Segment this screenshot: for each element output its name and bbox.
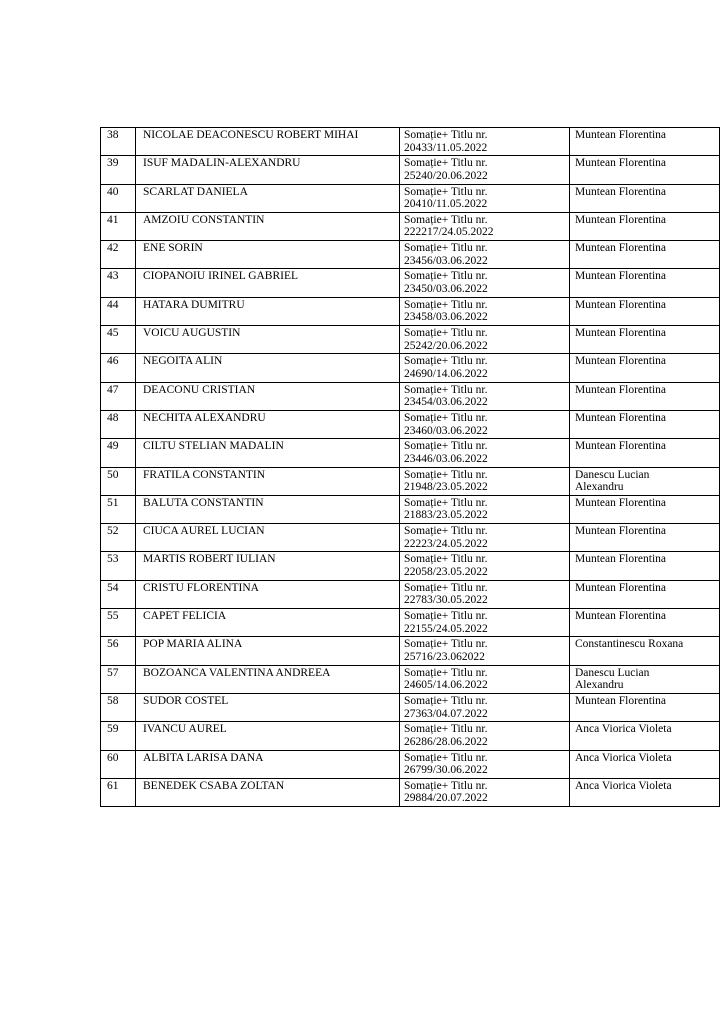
debtor-name-cell xyxy=(136,693,400,721)
document-type: Somație+ Titlu nr. xyxy=(404,270,488,283)
document-number-date: 22058/23.05.2022 xyxy=(404,566,488,579)
document-number-date: 21883/23.05.2022 xyxy=(404,509,488,522)
debtor-name-cell xyxy=(136,778,400,806)
document-cell xyxy=(400,297,570,325)
row-number: 59 xyxy=(107,723,119,736)
executor-cell xyxy=(570,184,720,212)
document-number-date: 23446/03.06.2022 xyxy=(404,452,488,465)
executor-cell xyxy=(570,637,720,665)
row-number: 41 xyxy=(107,213,119,226)
debtor-name: MARTIS ROBERT IULIAN xyxy=(143,553,276,566)
document-number-date: 27363/04.07.2022 xyxy=(404,707,488,720)
row-number-cell xyxy=(101,326,136,354)
debtor-name-cell xyxy=(136,467,400,495)
document-cell xyxy=(400,212,570,240)
table-row xyxy=(101,156,720,184)
document-cell xyxy=(400,184,570,212)
executor-name: Muntean Florentina xyxy=(575,298,667,311)
debtor-name: BALUTA CONSTANTIN xyxy=(143,496,264,509)
document-type: Somație+ Titlu nr. xyxy=(404,723,488,736)
debtor-name: AMZOIU CONSTANTIN xyxy=(143,213,265,226)
row-number-cell xyxy=(101,524,136,552)
debtor-name-cell xyxy=(136,241,400,269)
table-row xyxy=(101,722,720,750)
table-row xyxy=(101,778,720,806)
document-cell xyxy=(400,241,570,269)
table-row xyxy=(101,410,720,438)
executor-name: Muntean Florentina xyxy=(575,270,667,283)
table-row xyxy=(101,693,720,721)
debtor-name-cell xyxy=(136,524,400,552)
debtor-name-cell xyxy=(136,382,400,410)
debtor-name: ALBITA LARISA DANA xyxy=(143,751,264,764)
document-cell xyxy=(400,722,570,750)
debtor-name: BENEDEK CSABA ZOLTAN xyxy=(143,779,285,792)
executor-name-continued: Alexandru xyxy=(575,679,624,692)
executor-cell xyxy=(570,156,720,184)
row-number-cell xyxy=(101,241,136,269)
document-type: Somație+ Titlu nr. xyxy=(404,157,488,170)
document-type: Somație+ Titlu nr. xyxy=(404,129,488,141)
debtor-name-cell xyxy=(136,410,400,438)
executor-cell xyxy=(570,609,720,637)
debtor-name-cell xyxy=(136,128,400,156)
document-cell xyxy=(400,156,570,184)
executor-cell xyxy=(570,693,720,721)
executor-name: Muntean Florentina xyxy=(575,440,667,453)
table-row xyxy=(101,184,720,212)
document-type: Somație+ Titlu nr. xyxy=(404,638,488,651)
executor-name: Muntean Florentina xyxy=(575,383,667,396)
document-type: Somație+ Titlu nr. xyxy=(404,610,488,623)
executor-name: Danescu Lucian xyxy=(575,666,650,679)
debtor-name-cell xyxy=(136,439,400,467)
document-cell xyxy=(400,580,570,608)
document-type: Somație+ Titlu nr. xyxy=(404,440,488,453)
debtor-name-cell xyxy=(136,184,400,212)
document-type: Somație+ Titlu nr. xyxy=(404,298,488,311)
document-cell xyxy=(400,326,570,354)
document-type: Somație+ Titlu nr. xyxy=(404,355,488,368)
document-cell xyxy=(400,609,570,637)
table-row xyxy=(101,212,720,240)
table-row xyxy=(101,495,720,523)
debtor-name-cell xyxy=(136,750,400,778)
document-cell xyxy=(400,354,570,382)
document-number-date: 22155/24.05.2022 xyxy=(404,622,488,635)
executor-cell xyxy=(570,297,720,325)
debtor-name: ISUF MADALIN-ALEXANDRU xyxy=(143,157,301,170)
debtor-name-cell xyxy=(136,722,400,750)
debtor-name-cell xyxy=(136,580,400,608)
table-row xyxy=(101,241,720,269)
executor-cell xyxy=(570,326,720,354)
executor-name: Muntean Florentina xyxy=(575,694,667,707)
row-number: 56 xyxy=(107,638,119,651)
document-cell xyxy=(400,552,570,580)
executor-cell xyxy=(570,269,720,297)
document-cell xyxy=(400,495,570,523)
document-number-date: 25716/23.062022 xyxy=(404,650,485,663)
row-number-cell xyxy=(101,609,136,637)
row-number-cell xyxy=(101,382,136,410)
row-number-cell xyxy=(101,156,136,184)
executor-name: Muntean Florentina xyxy=(575,411,667,424)
document-type: Somație+ Titlu nr. xyxy=(404,581,488,594)
document-type: Somație+ Titlu nr. xyxy=(404,496,488,509)
debtor-name-cell xyxy=(136,665,400,693)
table-row xyxy=(101,552,720,580)
document-cell xyxy=(400,467,570,495)
executor-name: Muntean Florentina xyxy=(575,327,667,340)
row-number: 43 xyxy=(107,270,119,283)
row-number: 53 xyxy=(107,553,119,566)
row-number-cell xyxy=(101,354,136,382)
document-type: Somație+ Titlu nr. xyxy=(404,327,488,340)
debtor-name-cell xyxy=(136,212,400,240)
debtor-name: FRATILA CONSTANTIN xyxy=(143,468,266,481)
document-number-date: 20433/11.05.2022 xyxy=(404,141,488,154)
debtor-name: BOZOANCA VALENTINA ANDREEA xyxy=(143,666,331,679)
row-number-cell xyxy=(101,297,136,325)
document-cell xyxy=(400,410,570,438)
debtor-name-cell xyxy=(136,326,400,354)
executor-cell xyxy=(570,410,720,438)
row-number: 60 xyxy=(107,751,119,764)
row-number: 57 xyxy=(107,666,119,679)
debtor-name: CAPET FELICIA xyxy=(143,610,227,623)
document-type: Somație+ Titlu nr. xyxy=(404,242,488,255)
document-type: Somație+ Titlu nr. xyxy=(404,553,488,566)
executor-cell xyxy=(570,524,720,552)
document-type: Somație+ Titlu nr. xyxy=(404,468,488,481)
debtor-name-cell xyxy=(136,609,400,637)
row-number: 46 xyxy=(107,355,119,368)
row-number-cell xyxy=(101,750,136,778)
debtor-name-cell xyxy=(136,495,400,523)
document-number-date: 23460/03.06.2022 xyxy=(404,424,488,437)
document-number-date: 24605/14.06.2022 xyxy=(404,679,488,692)
executor-cell xyxy=(570,128,720,156)
document-type: Somație+ Titlu nr. xyxy=(404,383,488,396)
document-cell xyxy=(400,637,570,665)
row-number-cell xyxy=(101,495,136,523)
executor-name: Muntean Florentina xyxy=(575,213,667,226)
executor-cell xyxy=(570,467,720,495)
document-type: Somație+ Titlu nr. xyxy=(404,694,488,707)
executor-name: Muntean Florentina xyxy=(575,355,667,368)
debtor-name-cell xyxy=(136,297,400,325)
debtor-name: CILTU STELIAN MADALIN xyxy=(143,440,284,453)
executor-cell xyxy=(570,750,720,778)
row-number-cell xyxy=(101,693,136,721)
document-number-date: 22783/30.05.2022 xyxy=(404,594,488,607)
table-row xyxy=(101,354,720,382)
document-number-date: 222217/24.05.2022 xyxy=(404,226,494,239)
executor-cell xyxy=(570,495,720,523)
table-row xyxy=(101,382,720,410)
row-number-cell xyxy=(101,552,136,580)
debtor-name-cell xyxy=(136,269,400,297)
executor-name-continued: Alexandru xyxy=(575,481,624,494)
debtor-name: CRISTU FLORENTINA xyxy=(143,581,259,594)
document-number-date: 26799/30.06.2022 xyxy=(404,764,488,777)
debtor-name: SUDOR COSTEL xyxy=(143,694,229,707)
row-number-cell xyxy=(101,184,136,212)
document-number-date: 23456/03.06.2022 xyxy=(404,254,488,267)
document-cell xyxy=(400,524,570,552)
row-number-cell xyxy=(101,580,136,608)
table-row xyxy=(101,637,720,665)
document-cell xyxy=(400,693,570,721)
row-number: 49 xyxy=(107,440,119,453)
row-number: 58 xyxy=(107,694,119,707)
executor-cell xyxy=(570,241,720,269)
document-cell xyxy=(400,778,570,806)
table-row xyxy=(101,665,720,693)
table-row xyxy=(101,439,720,467)
debtor-name: HATARA DUMITRU xyxy=(143,298,245,311)
document-number-date: 23458/03.06.2022 xyxy=(404,311,488,324)
debtor-name-cell xyxy=(136,637,400,665)
document-number-date: 29884/20.07.2022 xyxy=(404,792,488,805)
executor-name: Anca Viorica Violeta xyxy=(575,779,672,792)
debtor-name: NEGOITA ALIN xyxy=(143,355,223,368)
executor-cell xyxy=(570,212,720,240)
row-number: 54 xyxy=(107,581,119,594)
executor-cell xyxy=(570,778,720,806)
debtor-name: NECHITA ALEXANDRU xyxy=(143,411,266,424)
row-number: 45 xyxy=(107,327,119,340)
executor-name: Anca Viorica Violeta xyxy=(575,723,672,736)
debtor-name: VOICU AUGUSTIN xyxy=(143,327,241,340)
document-cell xyxy=(400,128,570,156)
executor-cell xyxy=(570,354,720,382)
debtor-name: NICOLAE DEACONESCU ROBERT MIHAI xyxy=(143,129,359,141)
executor-name: Muntean Florentina xyxy=(575,553,667,566)
row-number-cell xyxy=(101,722,136,750)
row-number: 55 xyxy=(107,610,119,623)
row-number: 50 xyxy=(107,468,119,481)
debtor-name: SCARLAT DANIELA xyxy=(143,185,248,198)
document-number-date: 23454/03.06.2022 xyxy=(404,396,488,409)
document-number-date: 21948/23.05.2022 xyxy=(404,481,488,494)
debtor-name-cell xyxy=(136,552,400,580)
executor-cell xyxy=(570,665,720,693)
executor-cell xyxy=(570,382,720,410)
row-number-cell xyxy=(101,128,136,156)
document-number-date: 23450/03.06.2022 xyxy=(404,283,488,296)
table-row xyxy=(101,580,720,608)
table-row xyxy=(101,297,720,325)
executor-name: Constantinescu Roxana xyxy=(575,638,684,651)
document-type: Somație+ Titlu nr. xyxy=(404,213,488,226)
row-number-cell xyxy=(101,410,136,438)
row-number: 39 xyxy=(107,157,119,170)
table-row xyxy=(101,524,720,552)
row-number: 48 xyxy=(107,411,119,424)
records-table-body xyxy=(101,128,720,807)
executor-name: Muntean Florentina xyxy=(575,610,667,623)
debtor-name-cell xyxy=(136,156,400,184)
document-cell xyxy=(400,269,570,297)
row-number-cell xyxy=(101,269,136,297)
document-type: Somație+ Titlu nr. xyxy=(404,751,488,764)
debtor-name: CIUCA AUREL LUCIAN xyxy=(143,525,265,538)
document-type: Somație+ Titlu nr. xyxy=(404,666,488,679)
document-number-date: 24690/14.06.2022 xyxy=(404,367,488,380)
row-number-cell xyxy=(101,665,136,693)
table-row xyxy=(101,128,720,156)
document-cell xyxy=(400,750,570,778)
row-number: 44 xyxy=(107,298,119,311)
debtor-name: DEACONU CRISTIAN xyxy=(143,383,256,396)
table-row xyxy=(101,750,720,778)
row-number-cell xyxy=(101,439,136,467)
document-type: Somație+ Titlu nr. xyxy=(404,525,488,538)
row-number: 51 xyxy=(107,496,119,509)
executor-name: Muntean Florentina xyxy=(575,525,667,538)
executor-name: Muntean Florentina xyxy=(575,129,667,141)
debtor-name: POP MARIA ALINA xyxy=(143,638,243,651)
document-cell xyxy=(400,382,570,410)
executor-name: Muntean Florentina xyxy=(575,157,667,170)
row-number-cell xyxy=(101,467,136,495)
debtor-name: IVANCU AUREL xyxy=(143,723,227,736)
document-number-date: 22223/24.05.2022 xyxy=(404,537,488,550)
executor-name: Anca Viorica Violeta xyxy=(575,751,672,764)
document-number-date: 25242/20.06.2022 xyxy=(404,339,488,352)
document-type: Somație+ Titlu nr. xyxy=(404,411,488,424)
row-number: 61 xyxy=(107,779,119,792)
debtor-name: CIOPANOIU IRINEL GABRIEL xyxy=(143,270,299,283)
row-number: 40 xyxy=(107,185,119,198)
table-row xyxy=(101,609,720,637)
document-number-date: 25240/20.06.2022 xyxy=(404,169,488,182)
document-cell xyxy=(400,665,570,693)
row-number-cell xyxy=(101,778,136,806)
document-type: Somație+ Titlu nr. xyxy=(404,779,488,792)
table-row xyxy=(101,326,720,354)
table-row xyxy=(101,467,720,495)
executor-cell xyxy=(570,439,720,467)
document-number-date: 20410/11.05.2022 xyxy=(404,198,488,211)
table-row xyxy=(101,269,720,297)
row-number-cell xyxy=(101,212,136,240)
executor-name: Muntean Florentina xyxy=(575,242,667,255)
debtor-name: ENE SORIN xyxy=(143,242,203,255)
document-cell xyxy=(400,439,570,467)
row-number: 38 xyxy=(107,129,119,141)
row-number: 47 xyxy=(107,383,119,396)
executor-name: Muntean Florentina xyxy=(575,581,667,594)
document-number-date: 26286/28.06.2022 xyxy=(404,735,488,748)
executor-name: Muntean Florentina xyxy=(575,496,667,509)
document-type: Somație+ Titlu nr. xyxy=(404,185,488,198)
records-table xyxy=(100,127,720,807)
debtor-name-cell xyxy=(136,354,400,382)
executor-cell xyxy=(570,580,720,608)
executor-cell xyxy=(570,722,720,750)
row-number: 52 xyxy=(107,525,119,538)
row-number: 42 xyxy=(107,242,119,255)
row-number-cell xyxy=(101,637,136,665)
executor-name: Danescu Lucian xyxy=(575,468,650,481)
executor-cell xyxy=(570,552,720,580)
executor-name: Muntean Florentina xyxy=(575,185,667,198)
